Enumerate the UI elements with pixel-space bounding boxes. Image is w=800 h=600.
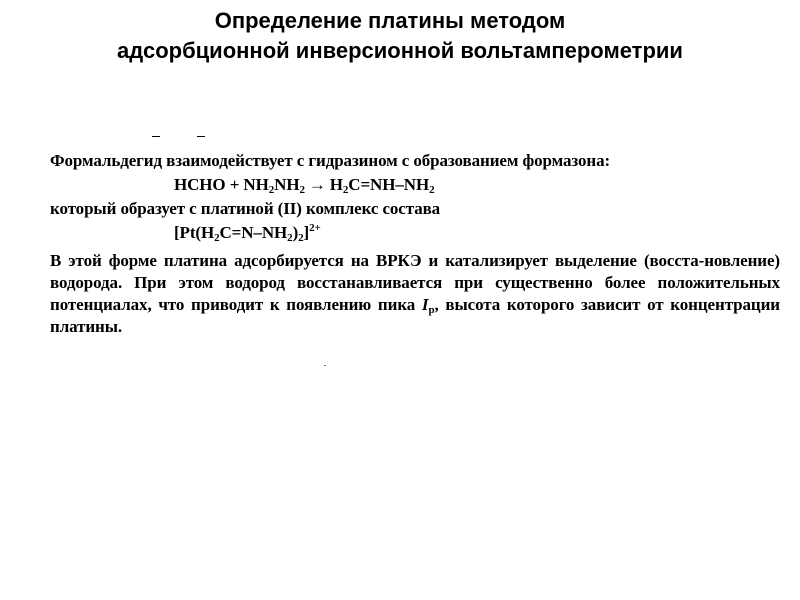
product-1: H xyxy=(329,175,343,194)
reaction-arrow-icon: → xyxy=(308,175,326,194)
complex-charge: 2+ xyxy=(309,222,321,234)
page-title xyxy=(0,6,800,66)
complex-part-b: C=N–NH xyxy=(219,223,288,242)
complex-formula xyxy=(174,220,780,246)
scan-dash-mark xyxy=(152,136,160,137)
explanation-paragraph xyxy=(50,250,780,338)
peak-symbol: I xyxy=(421,295,429,314)
reactant-2-subscript: 2 xyxy=(299,184,305,196)
scan-speck-mark xyxy=(324,365,326,366)
title-line-2: адсорбционной инверсионной вольтамперометрии xyxy=(117,38,683,63)
product-1-subscript: 2 xyxy=(342,184,349,196)
title-line-1: Определение платины методом xyxy=(214,8,566,33)
complex-part-c: ) xyxy=(292,223,299,242)
complex-part-b-subscript: 2 xyxy=(287,232,293,244)
explanation-part-1: В этой форме платина адсорбируется на ВРКЭ и катализирует выделение (восста-новление) водорода. При этом водород восстанавливается при существенно более положительных потенциалах, что приводит к появлению пика xyxy=(50,251,780,314)
product-2-subscript: 2 xyxy=(429,184,435,196)
intro-text: Формальдегид взаимодействует с гидразином с образованием формазона: xyxy=(50,151,611,170)
complex-part-a: [Pt(H xyxy=(174,223,215,242)
product-2: C=NH–NH xyxy=(348,175,430,194)
scan-dash-mark xyxy=(197,136,205,137)
reaction-equation xyxy=(174,172,780,198)
complex-intro-text: который образует с платиной (II) комплекс состава xyxy=(50,199,441,218)
document-body xyxy=(50,150,780,338)
peak-subscript: p xyxy=(428,304,435,316)
reactant-2: NH xyxy=(274,175,300,194)
complex-part-a-subscript: 2 xyxy=(214,232,220,244)
reactant-1: HCHO + NH xyxy=(174,175,269,194)
complex-part-c-subscript: 2 xyxy=(298,232,304,244)
reactant-1-subscript: 2 xyxy=(268,184,275,196)
explanation-part-2: , высота которого зависит от концентрации платины. xyxy=(50,295,780,336)
complex-part-d: ] xyxy=(303,223,310,242)
